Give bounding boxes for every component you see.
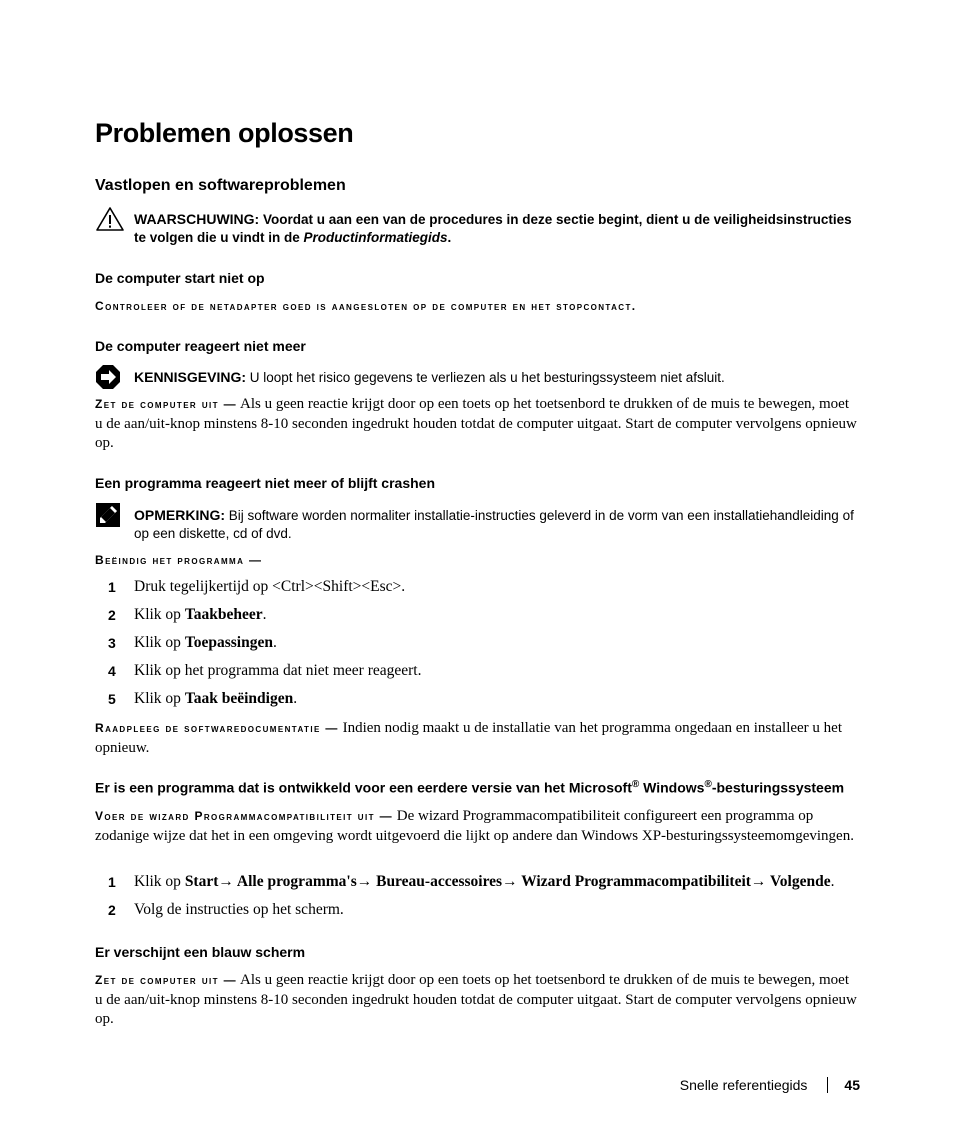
warning-triangle-icon: [95, 206, 125, 237]
heading-computer-wont-start: De computer start niet op: [95, 270, 265, 286]
heading-older-windows-program: Er is een programma dat is ontwikkeld voor een eerdere versie van het Microsoft® Windows®-besturingssysteem: [95, 779, 845, 796]
list-item: 4 Klik op het programma dat niet meer reageert.: [108, 662, 422, 679]
warning-body: Voordat u aan een van de procedures in deze sectie begint, dient u de veiligheidsinstructies te volgen die u vindt in de: [134, 212, 852, 245]
action-turn-off-computer: Zet de computer uit — Als u geen reactie krijgt door op een toets op het toetsenbord te drukken of de muis te bewegen, moet u de aan/uit-knop minstens 8-10 seconden ingedrukt houden totdat de computer uitgaat. Start de computer vervolgens opnieuw op.: [95, 396, 857, 451]
list-item: 1 Klik op Start→ Alle programma's→ Bureau-accessoires→ Wizard Programmacompatibiliteit→ Volgende.: [108, 873, 835, 890]
list-item: 5 Klik op Taak beëindigen.: [108, 690, 298, 707]
list-item: 1 Druk tegelijkertijd op <Ctrl><Shift><Esc>.: [108, 578, 406, 595]
action-consult-software-docs: Raadpleeg de softwaredocumentatie — Indien nodig maakt u de installatie van het programma ongedaan en installeer u het opnieuw.: [95, 720, 842, 756]
warning-text: WAARSCHUWING: Voordat u aan een van de procedures in deze sectie begint, dient u de veiligheidsinstructies te volgen die u vindt in de Productinformatiegids.: [134, 211, 852, 245]
notice-arrow-icon: [95, 364, 121, 395]
action-turn-off-computer-blue-screen: Zet de computer uit — Als u geen reactie krijgt door op een toets op het toetsenbord te drukken of de muis te bewegen, moet u de aan/uit-knop minstens 8-10 seconden ingedrukt houden totdat de computer uitgaat. Start de computer vervolgens opnieuw op.: [95, 972, 857, 1027]
note-label: OPMERKING:: [134, 507, 225, 523]
footer-guide-name: Snelle referentiegids: [679, 1077, 808, 1093]
applications-label: Toepassingen: [184, 634, 273, 651]
page-footer: [680, 1077, 860, 1093]
action-run-compat-wizard: Voer de wizard Programmacompatibiliteit uit — De wizard Programmacompatibiliteit configureert een programma op zodanige wijze dat het in een omgeving wordt uitgevoerd die lijkt op andere dan Windows XP-besturingssysteemomgevingen.: [95, 808, 854, 844]
action-check-adapter: Controleer of de netadapter goed is aangesloten op de computer en het stopcontact.: [95, 299, 637, 313]
heading-computer-not-responding: De computer reageert niet meer: [95, 338, 306, 354]
note-pencil-icon: [95, 502, 121, 533]
heading-blue-screen: Er verschijnt een blauw scherm: [95, 944, 306, 960]
end-program-steps: [95, 577, 860, 717]
task-manager-label: Taakbeheer: [184, 606, 263, 623]
note-text: OPMERKING: Bij software worden normaliter installatie-instructies geleverd in de vorm van een installatiehandleiding of op een diskette, cd of dvd.: [134, 507, 854, 541]
list-item: 2 Volg de instructies op het scherm.: [108, 901, 344, 918]
start-menu-path: Start→ Alle programma's→ Bureau-accessoires→ Wizard Programmacompatibiliteit→ Volgende: [184, 873, 831, 890]
end-task-label: Taak beëindigen: [184, 690, 294, 707]
notice-label: KENNISGEVING:: [134, 369, 247, 385]
footer-divider: [827, 1077, 828, 1093]
page-number: 45: [844, 1077, 860, 1093]
compat-wizard-steps: [95, 872, 860, 928]
action-end-program: Beëindig het programma —: [95, 553, 263, 567]
product-info-guide-ref: Productinformatiegids: [303, 230, 448, 245]
list-item: 3 Klik op Toepassingen.: [108, 634, 277, 651]
notice-text: KENNISGEVING: U loopt het risico gegevens te verliezen als u het besturingssysteem niet afsluit.: [134, 369, 725, 385]
list-item: 2 Klik op Taakbeheer.: [108, 606, 267, 623]
section-title: Vastlopen en softwareproblemen: [95, 177, 346, 194]
heading-program-crashes: Een programma reageert niet meer of blijft crashen: [95, 475, 435, 491]
page-title: Problemen oplossen: [95, 118, 354, 148]
warning-label: WAARSCHUWING:: [134, 211, 260, 227]
